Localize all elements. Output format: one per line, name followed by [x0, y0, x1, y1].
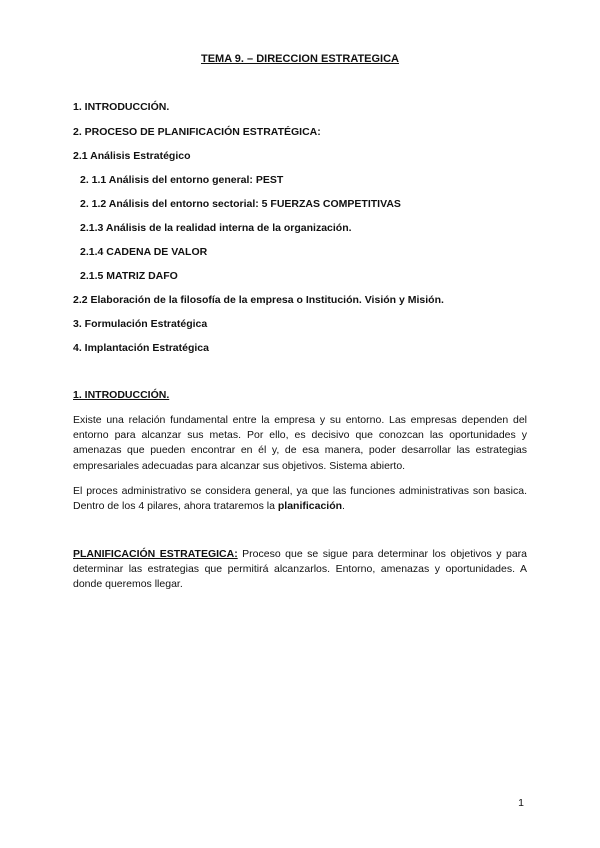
admin-paragraph-text: El proces administrativo se considera general, ya que las funciones administrativas son basica. Dentro de los 4 pilares, ahora trataremos la — [73, 485, 527, 513]
planning-text: Proceso que se sigue para determinar los objetivos y para determinar las estrategias que permitirá alcanzarlos. Entorno, amenazas y oportunidades. A donde queremos llegar. — [73, 548, 528, 591]
toc-item-proceso-planificacion: 2. PROCESO DE PLANIFICACIÓN ESTRATÉGICA: — [73, 126, 321, 138]
admin-paragraph-bold: planificación — [277, 500, 343, 513]
toc-item-introduccion: 1. INTRODUCCIÓN. — [73, 101, 170, 113]
planning-label: PLANIFICACIÓN ESTRATEGICA: — [73, 548, 238, 560]
toc-item-formulacion: 3. Formulación Estratégica — [73, 318, 208, 330]
planning-paragraph — [73, 547, 527, 593]
toc-item-filosofia-empresa: 2.2 Elaboración de la filosofía de la empresa o Institución. Visión y Misión. — [73, 294, 444, 306]
toc-item-cadena-valor: 2.1.4 CADENA DE VALOR — [80, 246, 208, 258]
admin-paragraph-end: . — [342, 500, 345, 513]
admin-paragraph — [73, 484, 527, 514]
toc-item-5-fuerzas: 2. 1.2 Análisis del entorno sectorial: 5 FUERZAS COMPETITIVAS — [80, 198, 401, 210]
toc-item-implantacion: 4. Implantación Estratégica — [73, 342, 209, 354]
document-title: TEMA 9. – DIRECCION ESTRATEGICA — [200, 53, 400, 65]
toc-item-analisis-estrategico: 2.1 Análisis Estratégico — [73, 150, 191, 162]
intro-heading: 1. INTRODUCCIÓN. — [73, 389, 170, 401]
toc-item-realidad-interna: 2.1.3 Análisis de la realidad interna de la organización. — [80, 222, 352, 234]
toc-item-matriz-dafo: 2.1.5 MATRIZ DAFO — [80, 270, 178, 282]
toc-item-pest: 2. 1.1 Análisis del entorno general: PEST — [80, 174, 284, 186]
intro-paragraph: Existe una relación fundamental entre la empresa y su entorno. Las empresas dependen del entorno para alcanzar sus metas. Por ello, es decisivo que conozcan las oportunidades y amenazas que pueden encontrar en él y, de esa manera, poder desarrollar las estrategias empresariales adecuadas para alcanzar sus objetivos. Sistema abierto. — [73, 414, 527, 472]
page-number: 1 — [518, 797, 524, 809]
